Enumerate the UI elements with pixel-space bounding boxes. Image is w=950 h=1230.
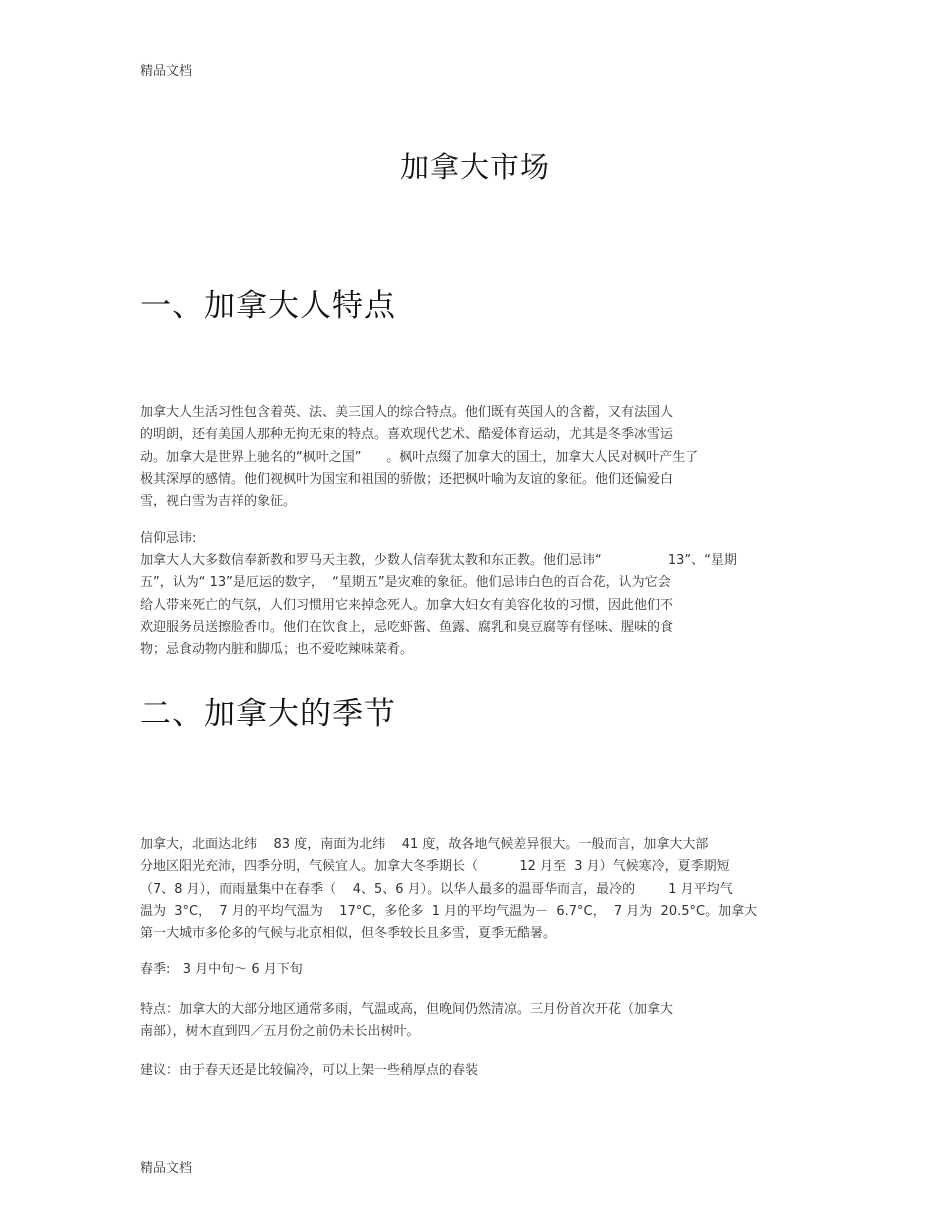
text-line: 加拿大人生活习性包含着英、法、美三国人的综合特点。他们既有英国人的含蓄，又有法国人 bbox=[140, 405, 674, 420]
page-footer: 精品文档 bbox=[140, 1161, 193, 1176]
text-line: 物；忌食动物内脏和脚瓜；也不爱吃辣味菜肴。 bbox=[140, 642, 414, 658]
text-line: 分地区阳光充沛，四季分明，气候宜人。加拿大冬季期长（ 12 月至 3 月）气候寒冷，夏季期短 bbox=[140, 859, 730, 875]
section1-heading: 一、加拿大人特点 bbox=[140, 288, 396, 324]
section1-paragraph2 bbox=[140, 550, 820, 661]
text-line: 特点：加拿大的大部分地区通常多雨，气温或高，但晚间仍然清凉。三月份首次开花（加拿大 bbox=[140, 1002, 674, 1017]
spring-suggestion-block bbox=[140, 1060, 820, 1082]
spring-period: 春季: 3 月中旬～ 6 月下旬 bbox=[140, 962, 303, 977]
text-line: 温为 3°C， 7 月的平均气温为 17°C，多伦多 1 月的平均气温为－ 6.7°C， 7 月为 20.5°C。加拿大 bbox=[140, 903, 758, 919]
subheading-beliefs-taboos: 信仰忌讳: bbox=[140, 531, 197, 546]
section1-paragraph1 bbox=[140, 402, 820, 513]
text-line: 五”，认为“ 13”是厄运的数字， “星期五”是灾难的象征。他们忌讳白色的百合花，认为它会 bbox=[140, 575, 671, 591]
page-header: 精品文档 bbox=[140, 64, 193, 79]
text-line: （7、8 月），而雨量集中在春季（ 4、5、6 月）。以华人最多的温哥华而言，最冷的 1 月平均气 bbox=[140, 881, 733, 897]
text-line: 的明朗，还有美国人那种无拘无束的特点。喜欢现代艺术、酷爱体育运动，尤其是冬季冰雪运 bbox=[140, 427, 674, 443]
section2-paragraph1 bbox=[140, 834, 820, 945]
text-line: 加拿大，北面达北纬 83 度，南面为北纬 41 度，故各地气候差异很大。一般而言，加拿大大部 bbox=[140, 837, 709, 852]
text-line: 第一大城市多伦多的气候与北京相似，但冬季较长且多雪，夏季无酷暑。 bbox=[140, 926, 557, 942]
text-line: 南部），树木直到四／五月份之前仍未长出树叶。 bbox=[140, 1024, 420, 1040]
text-line: 给人带来死亡的气氛，人们习惯用它来掉念死人。加拿大妇女有美容化妆的习惯，因此他们不 bbox=[140, 597, 674, 613]
section2-heading: 二、加拿大的季节 bbox=[140, 696, 396, 732]
text-line: 雪，视白雪为吉祥的象征。 bbox=[140, 494, 297, 510]
spring-features bbox=[140, 999, 820, 1044]
text-line: 动。加拿大是世界上驰名的“枫叶之国” 。枫叶点缀了加拿大的国土，加拿大人民对枫叶产生了 bbox=[140, 449, 699, 465]
text-line: 极其深厚的感情。他们视枫叶为国宝和祖国的骄傲；还把枫叶喻为友谊的象征。他们还偏爱白 bbox=[140, 471, 674, 487]
document-title: 加拿大市场 bbox=[399, 150, 550, 184]
spring-suggestion: 建议：由于春天还是比较偏冷，可以上架一些稍厚点的春装 bbox=[140, 1063, 479, 1078]
spring-line-block bbox=[140, 959, 820, 981]
text-line: 欢迎服务员送擦脸香巾。他们在饮食上，忌吃虾酱、鱼露、腐乳和臭豆腐等有怪味、腥味的食 bbox=[140, 619, 674, 635]
text-line: 加拿大人大多数信奉新教和罗马天主教，少数人信奉犹太教和东正教。他们忌讳“ 13”、“星期 bbox=[140, 553, 737, 568]
section1-subheading bbox=[140, 528, 820, 550]
